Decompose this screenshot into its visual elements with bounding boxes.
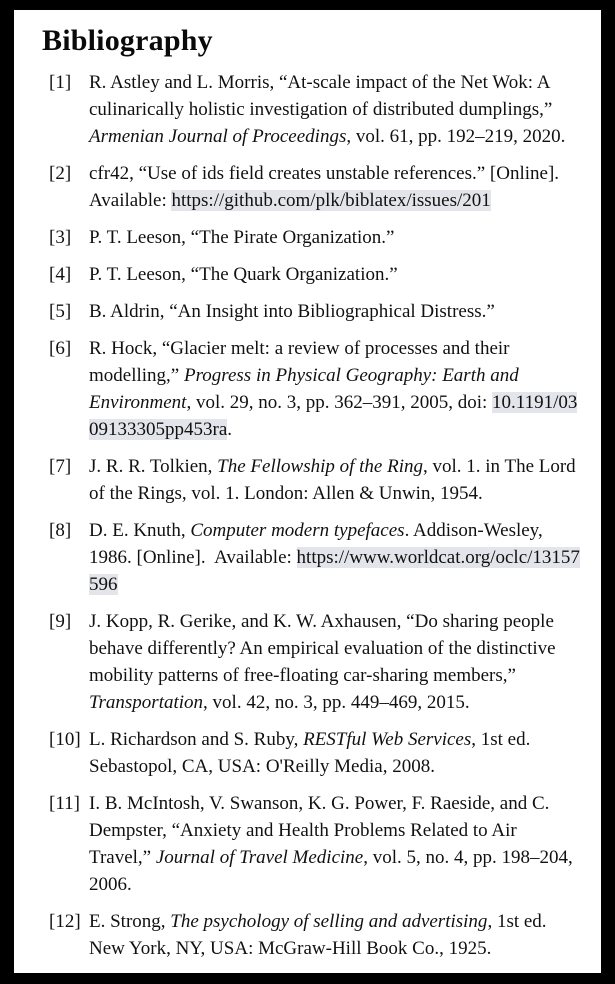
reference-text-segment: I. B. McIntosh, V. Swanson, K. G. Power, F. Raeside, and C. Dempster, “Anxiety and Health Problems Related to Air Travel,”	[89, 793, 550, 868]
reference-text-segment: B. Aldrin, “An Insight into Bibliographical Distress.”	[89, 301, 495, 322]
reference-number: [8]	[49, 520, 72, 541]
reference-text	[89, 261, 583, 288]
reference-number: [1]	[49, 72, 72, 93]
reference-number: [2]	[49, 163, 72, 184]
reference-text-segment: P. T. Leeson, “The Quark Organization.”	[89, 264, 398, 285]
reference-number: [3]	[49, 227, 72, 248]
reference-title-italic: Computer modern typefaces	[190, 520, 405, 541]
reference-number: [7]	[49, 456, 72, 477]
document-page	[14, 10, 601, 973]
reference-text	[89, 908, 583, 962]
reference-number: [12]	[49, 911, 81, 932]
reference-item	[49, 160, 583, 214]
reference-item	[49, 224, 583, 251]
reference-item	[49, 69, 583, 150]
reference-text-segment: , vol. 1. in The Lord of the Rings, vol. 1. London: Allen & Unwin, 1954.	[89, 456, 576, 504]
reference-number: [4]	[49, 264, 72, 285]
reference-text-segment: .	[227, 419, 233, 440]
reference-link[interactable]: https://github.com/plk/biblatex/issues/201	[171, 190, 491, 211]
reference-title-italic: Progress in Physical Geography: Earth and Environment	[89, 365, 519, 413]
reference-number: [10]	[49, 729, 81, 750]
reference-text-segment: . Addison-Wesley, 1986. [Online]. Available:	[89, 520, 543, 568]
reference-item	[49, 608, 583, 716]
reference-text	[89, 224, 583, 251]
reference-text	[89, 298, 583, 325]
reference-text-segment: , vol. 61, pp. 192–219, 2020.	[346, 126, 566, 147]
reference-link[interactable]: https://www.worldcat.org/oclc/13157596	[89, 547, 580, 595]
reference-text-segment: J. Kopp, R. Gerike, and K. W. Axhausen, “Do sharing people behave differently? An empirical evaluation of the distinctive mobility patterns of free-floating car-sharing members,”	[89, 611, 556, 686]
reference-text-segment: , vol. 42, no. 3, pp. 449–469, 2015.	[203, 692, 470, 713]
reference-item	[49, 453, 583, 507]
reference-item	[49, 726, 583, 780]
reference-item	[49, 517, 583, 598]
reference-text-segment: , vol. 29, no. 3, pp. 362–391, 2005, doi:	[186, 392, 493, 413]
reference-text-segment: J. R. R. Tolkien,	[89, 456, 218, 477]
reference-number: [5]	[49, 301, 72, 322]
reference-text	[89, 335, 583, 443]
reference-item	[49, 790, 583, 898]
reference-text-segment: , 1st ed. Sebastopol, CA, USA: O'Reilly Media, 2008.	[89, 729, 531, 777]
reference-title-italic: The psychology of selling and advertising	[170, 911, 488, 932]
reference-text-segment: , 1st ed. New York, NY, USA: McGraw-Hill Book Co., 1925.	[89, 911, 547, 959]
reference-item	[49, 335, 583, 443]
reference-text	[89, 790, 583, 898]
reference-text	[89, 453, 583, 507]
reference-item	[49, 298, 583, 325]
reference-text-segment: , vol. 5, no. 4, pp. 198–204, 2006.	[89, 847, 573, 895]
reference-item	[49, 908, 583, 962]
reference-text-segment: cfr42, “Use of ids field creates unstable references.” [Online]. Available:	[89, 163, 560, 211]
reference-text	[89, 517, 583, 598]
reference-number: [6]	[49, 338, 72, 359]
reference-item	[49, 261, 583, 288]
reference-text	[89, 608, 583, 716]
reference-number: [11]	[49, 793, 80, 814]
reference-text	[89, 160, 583, 214]
reference-text-segment: E. Strong,	[89, 911, 171, 932]
reference-link[interactable]: 10.1191/0309133305pp453ra	[89, 392, 578, 440]
reference-title-italic: Armenian Journal of Proceedings	[89, 126, 347, 147]
page-title: Bibliography	[42, 24, 213, 57]
reference-text-segment: R. Astley and L. Morris, “At-scale impact of the Net Wok: A culinarically holistic investigation of distributed dumplings,”	[89, 72, 553, 120]
reference-text	[89, 726, 583, 780]
reference-text	[89, 69, 583, 150]
reference-text-segment: R. Hock, “Glacier melt: a review of processes and their modelling,”	[89, 338, 510, 386]
reference-title-italic: RESTful Web Services	[303, 729, 472, 750]
reference-title-italic: The Fellowship of the Ring	[217, 456, 423, 477]
reference-list	[42, 69, 583, 962]
reference-text-segment: L. Richardson and S. Ruby,	[89, 729, 304, 750]
reference-title-italic: Transportation	[89, 692, 204, 713]
reference-text-segment: D. E. Knuth,	[89, 520, 191, 541]
reference-title-italic: Journal of Travel Medicine	[155, 847, 364, 868]
reference-text-segment: P. T. Leeson, “The Pirate Organization.”	[89, 227, 395, 248]
reference-number: [9]	[49, 611, 72, 632]
